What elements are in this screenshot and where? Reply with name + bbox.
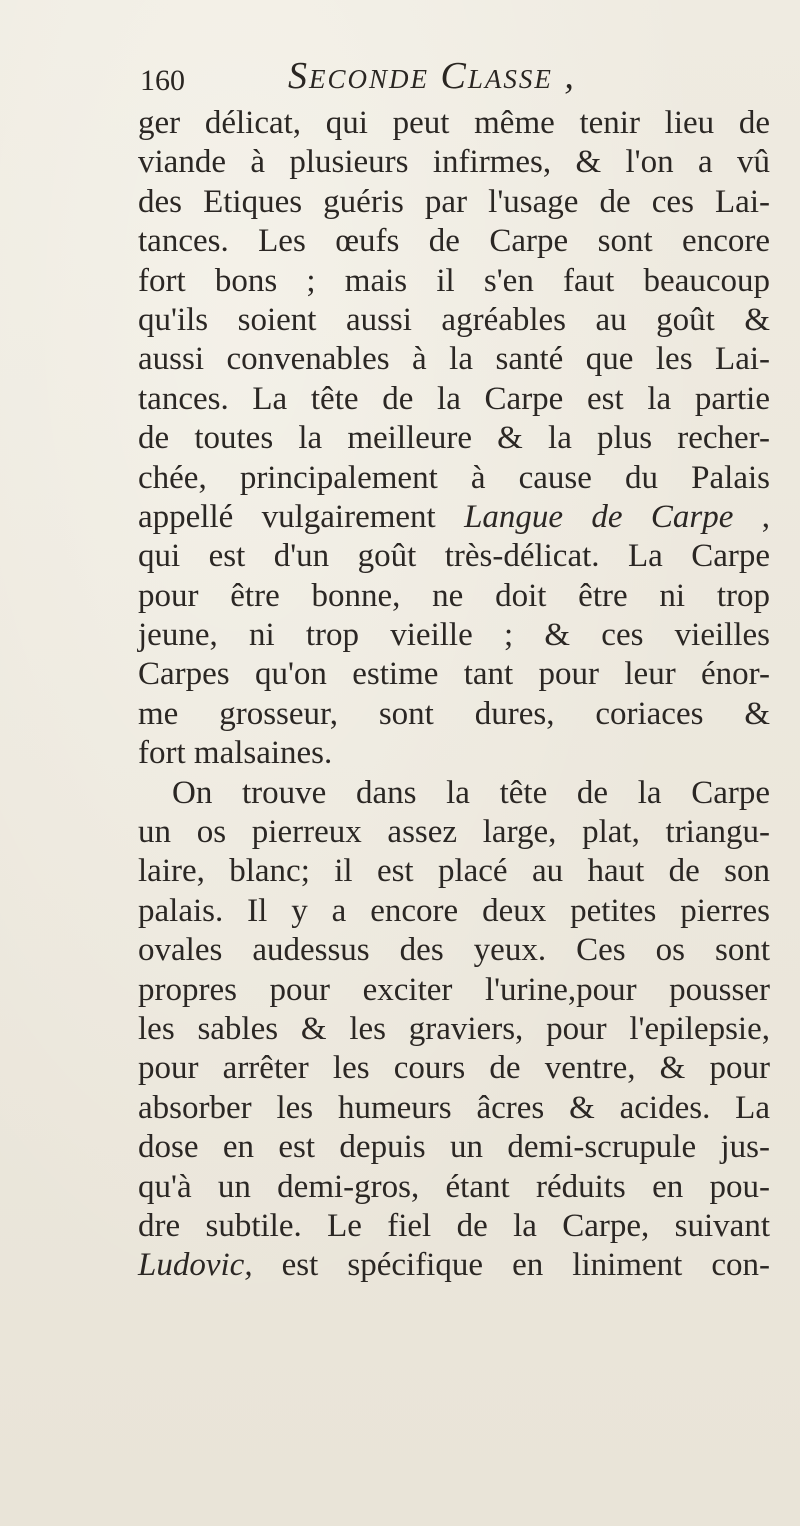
- italic-name-ludovic: Ludovic,: [138, 1247, 253, 1284]
- text-line: pour arrêter les cours de ventre, & pour: [138, 1050, 770, 1087]
- body-text: [138, 104, 770, 1286]
- page-number: 160: [140, 64, 185, 97]
- text-line: qu'à un demi-gros, étant réduits en pou-: [138, 1168, 770, 1205]
- text-line: dose en est depuis un demi-scrupule jus-: [138, 1129, 770, 1166]
- text-line: qu'ils soient aussi agréables au goût &: [138, 301, 770, 338]
- text-line: un os pierreux assez large, plat, triangu-: [138, 814, 770, 851]
- text-line-with-italic: [138, 498, 770, 537]
- text-line: viande à plusieurs infirmes, & l'on a vû: [138, 144, 770, 181]
- text-line: ovales audessus des yeux. Ces os sont: [138, 932, 770, 969]
- text-line: dre subtile. Le fiel de la Carpe, suivant: [138, 1207, 770, 1244]
- running-head: [140, 54, 760, 104]
- text-line: tances. Les œufs de Carpe sont encore: [138, 223, 770, 260]
- text-line: absorber les humeurs âcres & acides. La: [138, 1089, 770, 1126]
- italic-term-langue-de-carpe: Langue de Carpe: [464, 498, 734, 535]
- text-line: aussi convenables à la santé que les Lai-: [138, 341, 770, 378]
- paragraph-start-line: On trouve dans la tête de la Carpe: [172, 774, 770, 811]
- text-line: propres pour exciter l'urine,pour pousser: [138, 971, 770, 1008]
- text-line-with-italic: [138, 1246, 770, 1285]
- running-title: Seconde Classe ,: [288, 55, 576, 97]
- text-line: me grosseur, sont dures, coriaces &: [138, 695, 770, 732]
- text-line: tances. La tête de la Carpe est la partie: [138, 380, 770, 417]
- text-line: fort bons ; mais il s'en faut beaucoup: [138, 262, 770, 299]
- text-line: ger délicat, qui peut même tenir lieu de: [138, 105, 770, 141]
- text-fragment: est spécifique en liniment con-: [281, 1247, 770, 1284]
- text-line: chée, principalement à cause du Palais: [138, 459, 770, 496]
- text-fragment: appellé vulgairement: [138, 498, 436, 535]
- text-line: jeune, ni trop vieille ; & ces vieilles: [138, 617, 770, 654]
- text-line: fort malsaines.: [138, 735, 333, 772]
- text-line: palais. Il y a encore deux petites pierres: [138, 892, 770, 929]
- text-line: des Etiques guéris par l'usage de ces Lai-: [138, 183, 770, 220]
- text-line: les sables & les graviers, pour l'epilepsie,: [138, 1010, 770, 1047]
- text-line: laire, blanc; il est placé au haut de son: [138, 853, 770, 890]
- text-fragment: ,: [733, 498, 771, 535]
- text-line: qui est d'un goût très-délicat. La Carpe: [138, 538, 770, 575]
- text-line: Carpes qu'on estime tant pour leur énor-: [138, 656, 770, 693]
- text-line: de toutes la meilleure & la plus recher-: [138, 420, 770, 457]
- text-line: pour être bonne, ne doit être ni trop: [138, 577, 770, 614]
